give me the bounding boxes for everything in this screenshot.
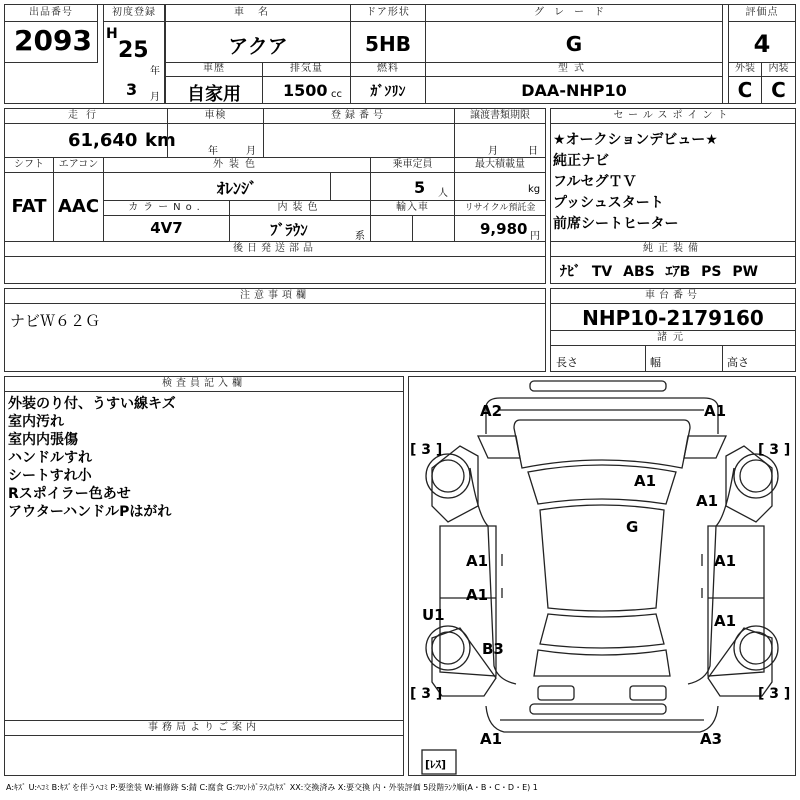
specs-divider-2 (722, 345, 723, 372)
displacement-header: 排気量 (290, 63, 323, 74)
front-bumper (486, 398, 718, 434)
exterior-header: 外装 (735, 63, 755, 74)
tail-light-left (538, 686, 574, 700)
tire-mark-rear-right: [ 3 ] (758, 686, 791, 702)
inspector-note: 室内汚れ (8, 414, 64, 430)
side-panel-right (708, 526, 764, 676)
grade: G (565, 32, 583, 56)
front-lip (530, 381, 666, 391)
wheel-rear-left-inner (432, 632, 464, 664)
sales-point: 前席シートヒーター (553, 216, 679, 232)
lot-no: 2093 (14, 24, 92, 57)
ext-color: ｵﾚﾝｼﾞ (216, 179, 257, 198)
damage-hood: A1 (634, 472, 657, 490)
max-load-header: 最大積載量 (475, 159, 525, 170)
damage-windshield: G (626, 518, 639, 536)
grade-header: グレード (534, 7, 614, 18)
shift: FAT (11, 196, 47, 217)
import-header: 輸入車 (396, 202, 429, 213)
aircon: AAC (57, 196, 100, 217)
model-code: DAA-NHP10 (521, 81, 627, 100)
chassis-number: NHP10-2179160 (582, 306, 764, 330)
damage-front-door-left: A1 (466, 552, 489, 570)
first-reg-frame (103, 4, 165, 104)
inspector-note: 外装のり付、うすい線キズ (8, 396, 176, 412)
door-header: ドア形状 (366, 7, 410, 18)
sales-points-list (553, 131, 718, 233)
rear-bumper (486, 706, 718, 732)
headlight-left (478, 436, 520, 458)
era: H (106, 26, 118, 42)
mileage-unit: km (145, 130, 176, 151)
inspector-header: 検査員記入欄 (162, 378, 246, 389)
load-unit: kg (528, 184, 541, 195)
inspection-month-unit: 月 (246, 146, 256, 157)
rear-window (540, 614, 664, 648)
damage-rear-fender-left: B3 (482, 640, 504, 658)
inspector-notes-list (8, 395, 176, 521)
int-color-unit: 系 (355, 231, 365, 242)
aircon-header: エアコン (58, 159, 99, 170)
sales-point: ★オークションデビュー★ (553, 132, 718, 148)
ext-color-header: 外装色 (213, 159, 261, 170)
import-divider (412, 215, 413, 242)
damage-rear-door-left: A1 (466, 586, 489, 604)
damage-sill-left: U1 (422, 606, 445, 624)
hood (514, 420, 690, 468)
headlight-right (684, 436, 726, 458)
damage-rear-bumper-left: A1 (480, 730, 503, 748)
year-unit: 年 (150, 66, 160, 77)
tire-mark-front-right: [ 3 ] (758, 442, 791, 458)
trunk (534, 650, 670, 676)
recycle: 9,980 (480, 220, 528, 238)
damage-front-bumper-left: A2 (480, 402, 503, 420)
car-name-header: 車名 (234, 7, 282, 18)
recycle-unit: 円 (530, 231, 540, 242)
specs-divider-1 (645, 345, 646, 372)
roof (540, 505, 664, 611)
spare-tire: [ﾚｽ] (425, 758, 447, 771)
capacity-unit: 人 (438, 188, 448, 199)
score: 4 (753, 30, 771, 58)
transfer-month-unit: 月 (488, 146, 498, 157)
inspector-note: ハンドルすれ (8, 450, 92, 466)
inspection-year-unit: 年 (208, 146, 218, 157)
color-no: 4V7 (150, 219, 183, 237)
capacity: 5 (414, 178, 426, 197)
mileage-header: 走行 (68, 110, 104, 121)
wheel-rear-right-inner (740, 632, 772, 664)
legend: A:ｷｽﾞ U:ﾍｺﾐ B:ｷｽﾞを伴うﾍｺﾐ P:要塗装 W:補修跡 S:錆 C:腐食 G:ﾌﾛﾝﾄｶﾞﾗｽ点ｷｽﾞ XX:交換済み X:要交換 内・外装評価 5段階ﾗﾝｸ順(A・B・C・D・E) 1 (6, 783, 538, 792)
reg-no-header: 登録番号 (331, 110, 387, 121)
int-color: ﾌﾞﾗｳﾝ (270, 221, 308, 239)
tire-mark-front-left: [ 3 ] (410, 442, 443, 458)
chassis-header: 車台番号 (645, 290, 701, 301)
office-header: 事務局よりご案内 (148, 722, 260, 733)
spec-length: 長さ (556, 356, 578, 369)
displacement: 1500 (283, 81, 328, 100)
rear-garnish (530, 704, 666, 714)
damage-front-door-right: A1 (714, 552, 737, 570)
history-header: 車歴 (203, 63, 225, 74)
interior-grade: C (771, 78, 786, 102)
displacement-unit: cc (331, 89, 342, 100)
notes-header: 注意事項欄 (240, 290, 310, 301)
wheel-front-left-inner (432, 460, 464, 492)
inspector-note: シートすれ小 (8, 468, 92, 484)
recycle-header: リサイクル預託金 (464, 203, 536, 213)
mileage: 61,640 (68, 130, 138, 151)
inspector-note: Rスポイラー色あせ (8, 486, 131, 502)
inspector-note: 室内内張傷 (8, 432, 78, 448)
shift-header: シフト (14, 159, 44, 170)
sales-points-header: セールスポイント (613, 110, 733, 121)
int-color-header: 内装色 (277, 202, 323, 213)
door-type: 5HB (365, 32, 411, 56)
exterior-grade: C (737, 78, 753, 102)
genuine-equipment: ﾅﾋﾞ TV ABS ｴｱB PS PW (560, 264, 759, 280)
sales-point: フルセグＴＶ (553, 174, 637, 190)
car-name: アクア (228, 34, 288, 58)
transfer-day-unit: 日 (528, 146, 538, 157)
car-diagram (408, 376, 796, 776)
damage-fender-right: A1 (696, 492, 719, 510)
tire-mark-rear-left: [ 3 ] (410, 686, 443, 702)
tail-light-right (630, 686, 666, 700)
fuel-header: 燃料 (377, 63, 399, 74)
spec-height: 高さ (727, 356, 749, 369)
sales-point: 純正ナビ (553, 153, 609, 169)
sales-point: プッシュスタート (553, 195, 664, 211)
score-header: 評価点 (745, 7, 779, 18)
first-reg-header: 初度登録 (112, 7, 156, 18)
lot-no-header: 出品番号 (29, 7, 73, 18)
later-parts-header: 後日発送部品 (233, 243, 317, 254)
reg-no-cell (263, 123, 455, 158)
capacity-header: 乗車定員 (392, 159, 433, 170)
model-code-header: 型式 (558, 63, 590, 74)
month-unit: 月 (150, 92, 160, 103)
transfer-header: 譲渡書類期限 (470, 110, 530, 121)
wheel-front-right-inner (740, 460, 772, 492)
specs-header: 諸元 (657, 332, 689, 343)
history: 自家用 (187, 84, 241, 105)
damage-front-bumper-right: A1 (704, 402, 727, 420)
reg-month: 3 (126, 80, 138, 99)
genuine-header: 純正装備 (643, 243, 703, 254)
spec-width: 幅 (650, 356, 661, 369)
inspection-header: 車検 (204, 110, 227, 121)
color-no-header: カラーNo. (128, 202, 205, 213)
damage-rear-bumper-right: A3 (700, 730, 723, 748)
damage-rear-door-right: A1 (714, 612, 737, 630)
interior-header: 内装 (768, 63, 789, 74)
reg-year: 25 (118, 38, 149, 63)
notes: ナビＷ６２Ｇ (10, 312, 101, 330)
inspector-note: アウターハンドルPはがれ (8, 504, 172, 520)
fuel: ｶﾞｿﾘﾝ (370, 84, 406, 100)
